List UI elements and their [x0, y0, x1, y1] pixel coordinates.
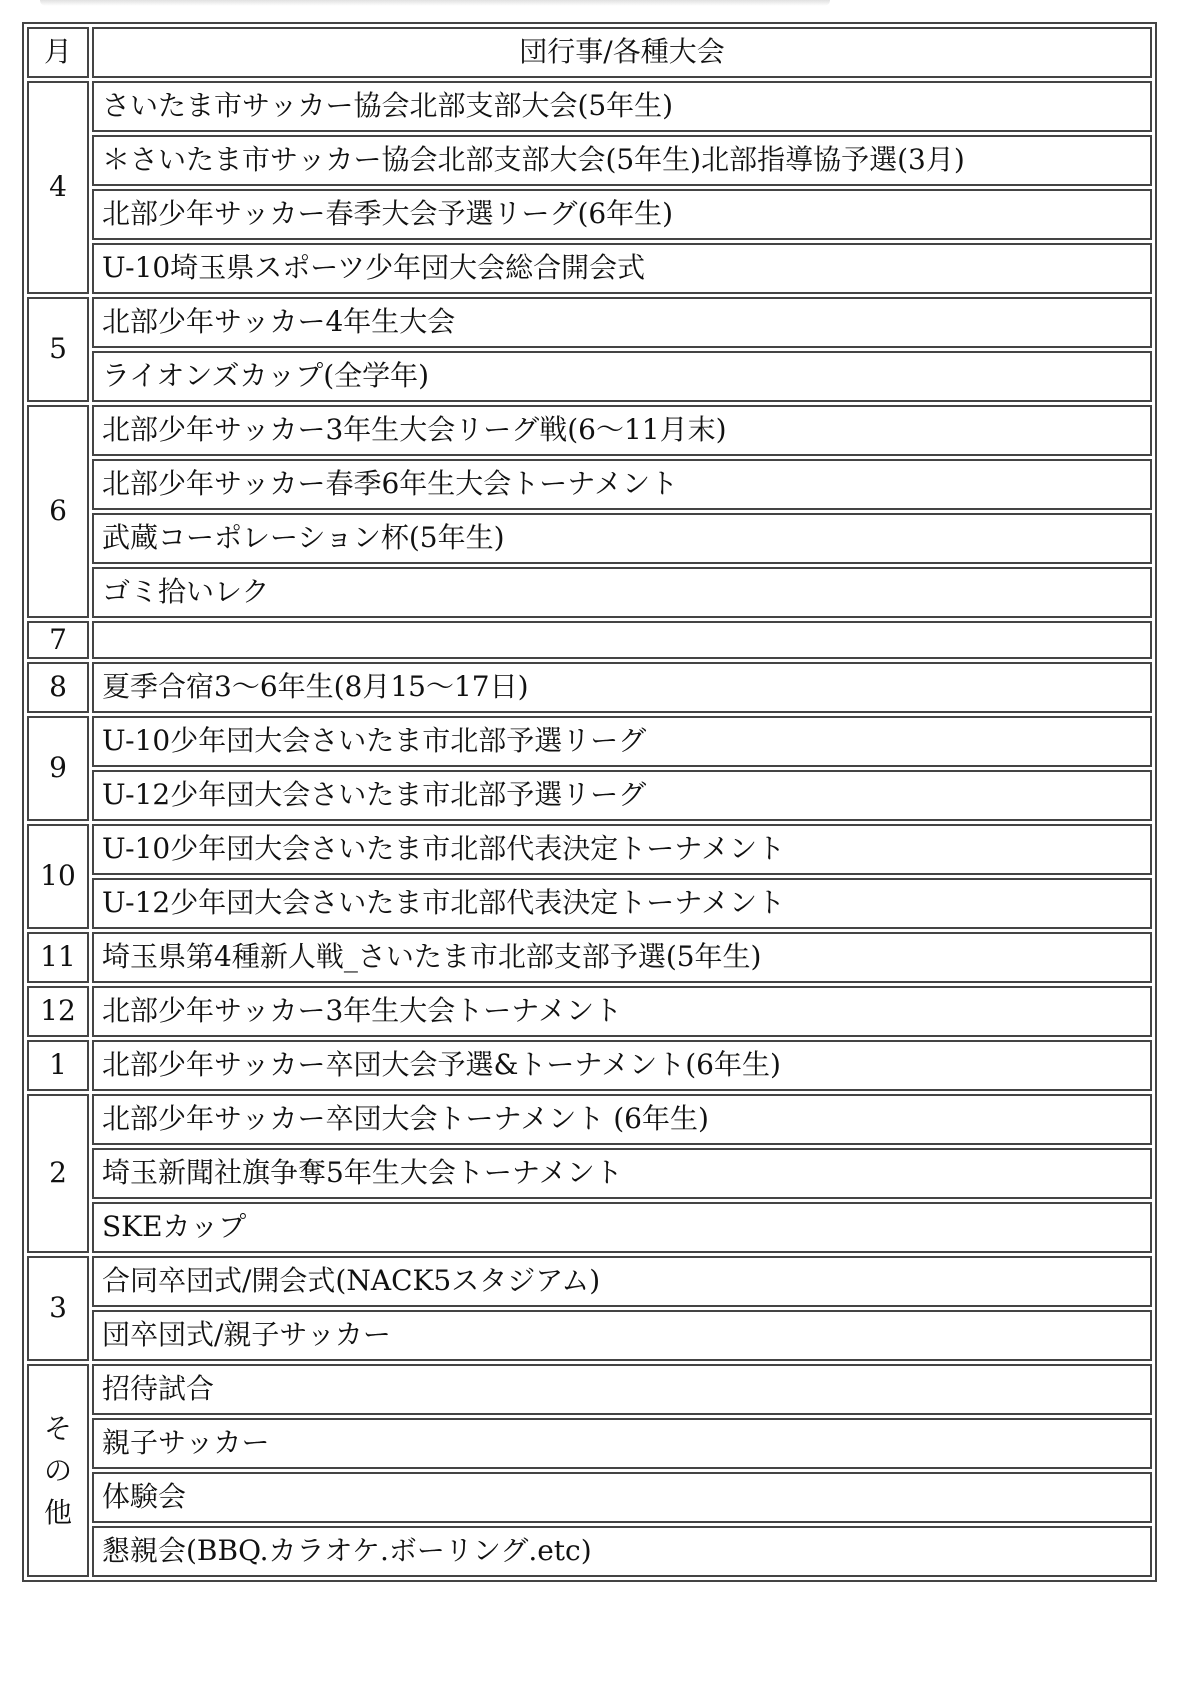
- event-cell: 埼玉県第4種新人戦_さいたま市北部支部予選(5年生): [92, 932, 1152, 983]
- table-row: [27, 878, 1152, 929]
- table-row: [27, 1094, 1152, 1145]
- event-cell: U-12少年団大会さいたま市北部代表決定トーナメント: [92, 878, 1152, 929]
- table-row: [27, 662, 1152, 713]
- event-cell: 合同卒団式/開会式(NACK5スタジアム): [92, 1256, 1152, 1307]
- event-cell: U-12少年団大会さいたま市北部予選リーグ: [92, 770, 1152, 821]
- event-cell-empty: [92, 621, 1152, 659]
- month-cell-7: 7: [27, 621, 89, 659]
- table-row: [27, 716, 1152, 767]
- table-row: [27, 567, 1152, 618]
- table-row: [27, 770, 1152, 821]
- header-month: 月: [27, 27, 89, 78]
- table-row: [27, 243, 1152, 294]
- table-row: [27, 1526, 1152, 1577]
- event-cell: U-10少年団大会さいたま市北部代表決定トーナメント: [92, 824, 1152, 875]
- table-row: [27, 351, 1152, 402]
- table-row: [27, 1256, 1152, 1307]
- event-cell: 招待試合: [92, 1364, 1152, 1415]
- event-cell: 埼玉新聞社旗争奪5年生大会トーナメント: [92, 1148, 1152, 1199]
- event-cell: ゴミ拾いレク: [92, 567, 1152, 618]
- month-cell-other: [27, 1364, 89, 1577]
- header-row: [27, 27, 1152, 78]
- table-row: [27, 135, 1152, 186]
- event-cell: 夏季合宿3〜6年生(8月15〜17日): [92, 662, 1152, 713]
- event-cell: 親子サッカー: [92, 1418, 1152, 1469]
- event-cell: 体験会: [92, 1472, 1152, 1523]
- month-cell-12: 12: [27, 986, 89, 1037]
- table-row: [27, 1418, 1152, 1469]
- table-row: [27, 189, 1152, 240]
- table-row: [27, 986, 1152, 1037]
- event-cell: U-10少年団大会さいたま市北部予選リーグ: [92, 716, 1152, 767]
- event-cell: ＊さいたま市サッカー協会北部支部大会(5年生)北部指導協予選(3月): [92, 135, 1152, 186]
- event-cell: 団卒団式/親子サッカー: [92, 1310, 1152, 1361]
- event-cell: 武蔵コーポレーション杯(5年生): [92, 513, 1152, 564]
- table-row: [27, 81, 1152, 132]
- event-cell: U-10埼玉県スポーツ少年団大会総合開会式: [92, 243, 1152, 294]
- table-row: [27, 1310, 1152, 1361]
- table-row: [27, 1040, 1152, 1091]
- table-row: [27, 1472, 1152, 1523]
- event-schedule-table: [22, 22, 1157, 1582]
- table-row: [27, 824, 1152, 875]
- event-cell: 北部少年サッカー春季6年生大会トーナメント: [92, 459, 1152, 510]
- month-cell-4: 4: [27, 81, 89, 294]
- table-row: [27, 1364, 1152, 1415]
- month-cell-9: 9: [27, 716, 89, 821]
- event-cell: SKEカップ: [92, 1202, 1152, 1253]
- month-cell-11: 11: [27, 932, 89, 983]
- top-shadow: [40, 0, 830, 6]
- month-cell-10: 10: [27, 824, 89, 929]
- event-cell: 北部少年サッカー3年生大会トーナメント: [92, 986, 1152, 1037]
- table-row: [27, 1202, 1152, 1253]
- table-row: [27, 459, 1152, 510]
- event-cell: さいたま市サッカー協会北部支部大会(5年生): [92, 81, 1152, 132]
- month-cell-6: 6: [27, 405, 89, 618]
- month-cell-5: 5: [27, 297, 89, 402]
- table-row: [27, 621, 1152, 659]
- event-cell: 北部少年サッカー4年生大会: [92, 297, 1152, 348]
- table-row: [27, 513, 1152, 564]
- month-cell-2: 2: [27, 1094, 89, 1253]
- table-row: [27, 1148, 1152, 1199]
- table-row: [27, 932, 1152, 983]
- table-row: [27, 405, 1152, 456]
- event-cell: 北部少年サッカー卒団大会予選&トーナメント(6年生): [92, 1040, 1152, 1091]
- event-cell: ライオンズカップ(全学年): [92, 351, 1152, 402]
- header-events: 団行事/各種大会: [92, 27, 1152, 78]
- table-row: [27, 297, 1152, 348]
- event-cell: 北部少年サッカー春季大会予選リーグ(6年生): [92, 189, 1152, 240]
- event-cell: 北部少年サッカー卒団大会トーナメント (6年生): [92, 1094, 1152, 1145]
- month-cell-8: 8: [27, 662, 89, 713]
- other-label: その他: [44, 1411, 73, 1529]
- event-cell: 懇親会(BBQ.カラオケ.ボーリング.etc): [92, 1526, 1152, 1577]
- event-cell: 北部少年サッカー3年生大会リーグ戦(6〜11月末): [92, 405, 1152, 456]
- month-cell-1: 1: [27, 1040, 89, 1091]
- month-cell-3: 3: [27, 1256, 89, 1361]
